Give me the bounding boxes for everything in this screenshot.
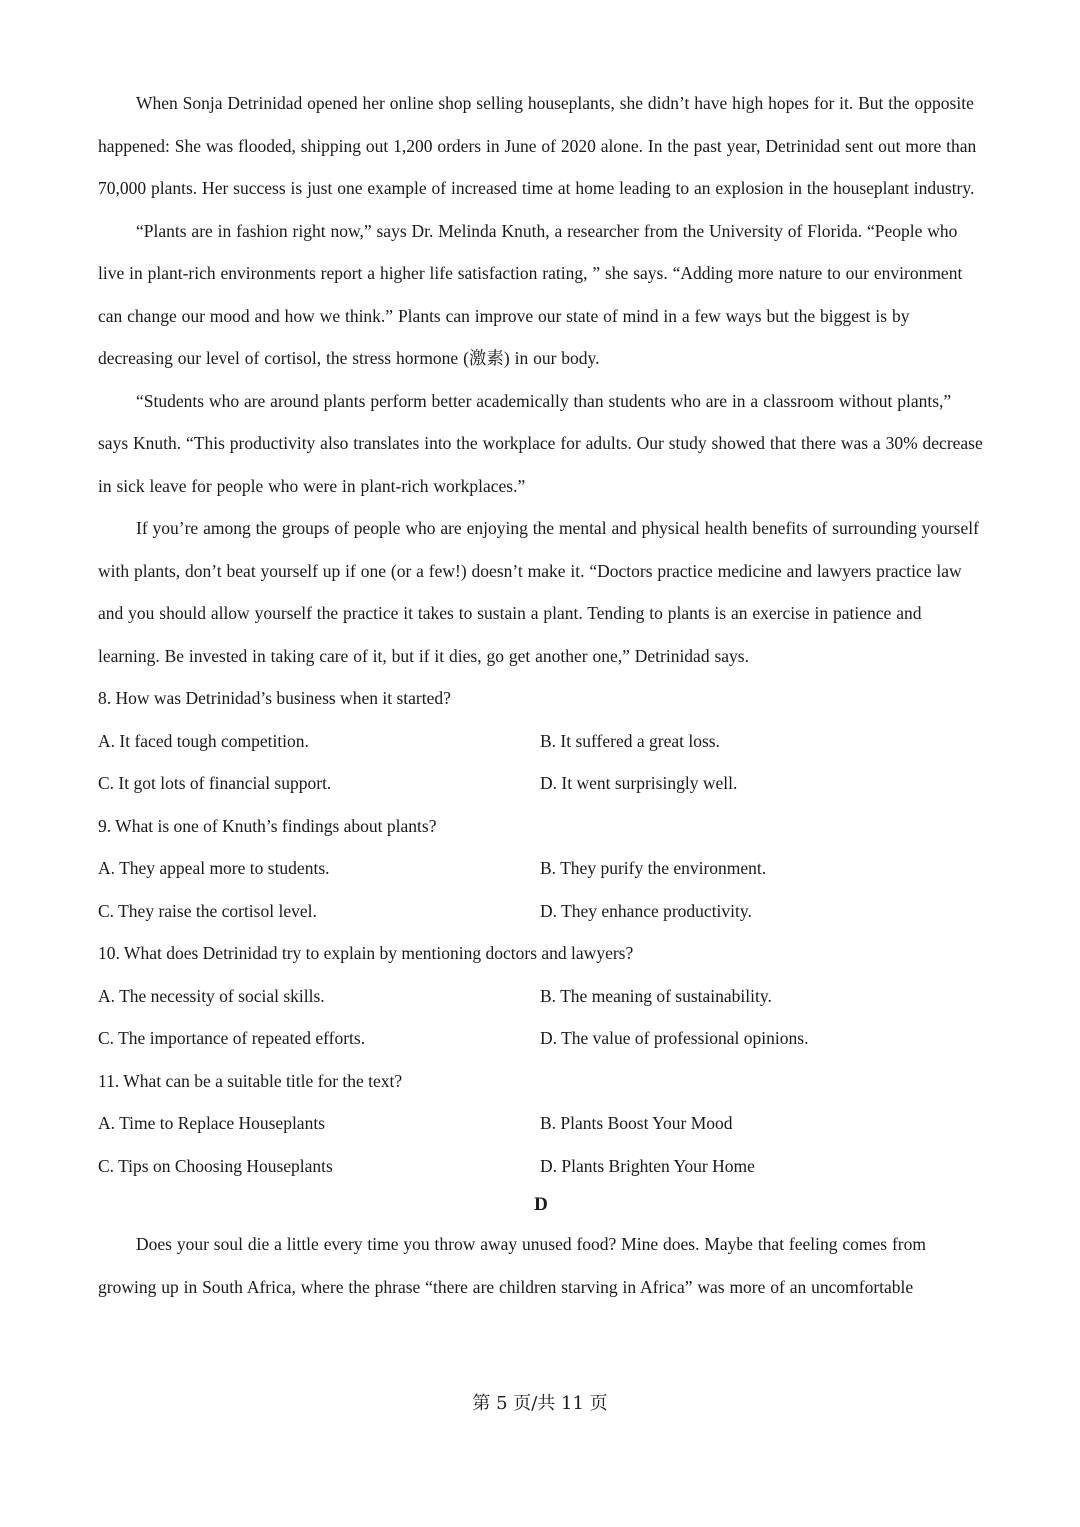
option-d: D. They enhance productivity. <box>540 900 752 921</box>
option-b: B. It suffered a great loss. <box>540 730 720 751</box>
passage-paragraph: If you’re among the groups of people who are enjoying the mental and physical health benefits of surrounding yourself with plants, don’t beat yourself up if one (or a few!) doesn’t make it. “Doctors practice medicine and lawyers practice law and you should allow yourself the practice it takes to sustain a plant. Tending to plants is an exercise in patience and learning. Be invested in taking care of it, but if it dies, go get another one,” Detrinidad says. <box>98 518 979 666</box>
option-c: C. The importance of repeated efforts. <box>98 1028 366 1048</box>
option-c: C. It got lots of financial support. <box>98 773 332 793</box>
answer-options <box>98 847 984 932</box>
answer-options <box>98 975 984 1060</box>
question-11 <box>98 1060 984 1188</box>
passage-paragraph: When Sonja Detrinidad opened her online shop selling houseplants, she didn’t have high hopes for it. But the opposite happened: She was flooded, shipping out 1,200 orders in June of 2020 alone. In the past year, Detrinidad sent out more than 70,000 plants. Her success is just one example of increased time at home leading to an explosion in the houseplant industry. <box>98 93 977 198</box>
option-d: D. The value of professional opinions. <box>540 1028 809 1048</box>
option-b: B. The meaning of sustainability. <box>540 985 772 1006</box>
option-a: A. It faced tough competition. <box>98 730 309 751</box>
exam-page <box>98 82 984 1308</box>
page-number: 第 5 页/共 11 页 <box>472 1393 608 1414</box>
question-10 <box>98 932 984 1060</box>
option-a: A. Time to Replace Houseplants <box>98 1113 325 1133</box>
option-a: A. The necessity of social skills. <box>98 985 325 1006</box>
question-stem: 8. How was Detrinidad’s business when it started? <box>98 688 451 708</box>
option-c: C. Tips on Choosing Houseplants <box>98 1155 333 1176</box>
question-stem: 10. What does Detrinidad try to explain by mentioning doctors and lawyers? <box>98 943 634 963</box>
answer-options <box>98 1102 984 1187</box>
passage-paragraph: “Plants are in fashion right now,” says Dr. Melinda Knuth, a researcher from the University of Florida. “People who live in plant-rich environments report a higher life satisfaction rating, ” she says. “Adding more nature to our environment can change our mood and how we think.” Plants can improve our state of mind in a few ways but the biggest is by decreasing our level of cortisol, the stress hormone (激素) in our body. <box>98 220 963 368</box>
passage-paragraph: “Students who are around plants perform better academically than students who are in a classroom without plants,” says Knuth. “This productivity also translates into the workplace for adults. Our study showed that there was a 30% decrease in sick leave for people who were in plant-rich workplaces.” <box>98 390 983 496</box>
question-stem: 11. What can be a suitable title for the text? <box>98 1070 403 1091</box>
answer-options <box>98 720 984 805</box>
question-8 <box>98 677 984 805</box>
option-b: B. Plants Boost Your Mood <box>540 1113 733 1133</box>
passage-paragraph: Does your soul die a little every time you throw away unused food? Mine does. Maybe that feeling comes from growing up in South Africa, where the phrase “there are children starving in Africa” was more of an uncomfortable <box>98 1234 926 1297</box>
option-d: D. It went surprisingly well. <box>540 773 738 793</box>
section-heading: D <box>534 1194 548 1215</box>
question-stem: 9. What is one of Knuth’s findings about plants? <box>98 815 437 836</box>
question-9 <box>98 805 984 933</box>
option-b: B. They purify the environment. <box>540 858 767 878</box>
option-d: D. Plants Brighten Your Home <box>540 1155 755 1176</box>
option-c: C. They raise the cortisol level. <box>98 900 317 921</box>
option-a: A. They appeal more to students. <box>98 858 330 878</box>
